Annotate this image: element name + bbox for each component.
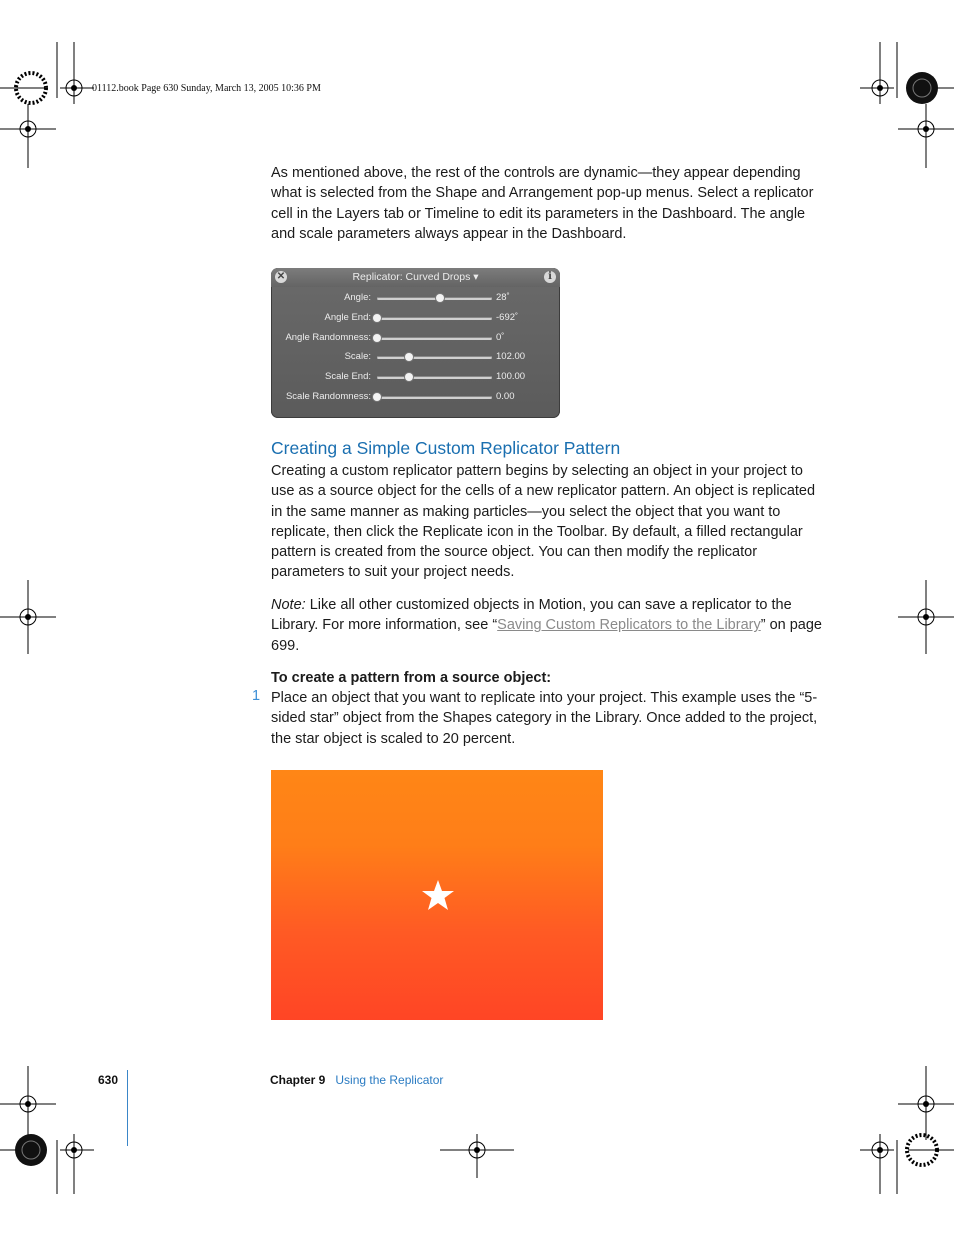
intro-paragraph [271,163,827,244]
parameter-slider[interactable] [377,376,492,379]
chapter-title: Using the Replicator [335,1073,444,1087]
procedure-heading: To create a pattern from a source object: [271,670,552,686]
close-icon[interactable]: ✕ [276,271,286,282]
parameter-label: Angle End: [324,312,371,323]
slider-thumb[interactable] [405,353,413,361]
dashboard-row [271,371,560,385]
parameter-slider[interactable] [377,317,492,320]
dashboard-row [271,292,560,306]
parameter-label: Scale Randomness: [285,391,371,402]
page-number: 630 [98,1073,119,1087]
parameter-label: Angle Randomness: [285,332,371,343]
slider-thumb[interactable] [373,393,381,401]
parameter-slider[interactable] [377,356,492,359]
print-slug: 01112.book Page 630 Sunday, March 13, 2005 10:36 PM [92,83,321,94]
section-heading: Creating a Simple Custom Replicator Pattern [271,438,621,458]
dashboard-row [271,391,560,405]
dashboard-title-bar [271,268,560,287]
star-shape [421,879,455,911]
parameter-slider[interactable] [377,297,492,300]
slider-thumb[interactable] [405,373,413,381]
parameter-value[interactable]: 0.00 [496,391,515,402]
parameter-value[interactable]: 0˚ [496,332,505,343]
canvas-preview [271,770,603,1020]
parameter-value[interactable]: -692˚ [496,312,519,323]
parameter-value[interactable]: 102.00 [496,351,526,362]
chapter-label: Chapter 9 [270,1073,326,1087]
dashboard-row [271,332,560,346]
note-label: Note: [271,597,306,613]
parameter-label: Angle: [344,292,371,303]
intro-text: As mentioned above, the rest of the controls are dynamic—they appear depending what is selected from the Shape and Arrangement pop-up menus. Select a replicator cell in the Layers tab or Timeline to edit its parameters in the Dashboard. The angle and scale parameters always appear in the Dashboard. [271,165,814,242]
slider-thumb[interactable] [373,334,381,342]
dashboard-title[interactable]: Replicator: Curved Drops ▾ [352,271,479,283]
cross-reference-link[interactable]: Saving Custom Replicators to the Library [497,617,761,634]
section-text: Creating a custom replicator pattern begins by selecting an object in your project to use as a source object for the cells of a new replicator pattern. An object is replicated in the same manner as making particles—you select the object that you want to replicate, then click the Replicate icon in the Toolbar. By default, a filled rectangular pattern is created from the source object. You can then modify the replicator parameters to suit your project needs. [271,463,816,581]
note-paragraph [271,595,827,656]
step-text [271,688,827,749]
slider-thumb[interactable] [436,294,444,302]
section-paragraph [271,461,827,583]
replicator-dashboard [271,268,560,418]
footer-rule [127,1070,128,1146]
parameter-value[interactable]: 100.00 [496,371,526,382]
info-icon[interactable]: i [544,271,556,283]
footer-chapter [270,1073,443,1087]
parameter-label: Scale: [344,351,371,362]
step-number: 1 [252,688,261,704]
parameter-slider[interactable] [377,337,492,340]
parameter-slider[interactable] [377,396,492,399]
note-text-before: Like all other customized objects in Motion, you can save a replicator to the Library. For more information, see “ [271,597,792,634]
parameter-label: Scale End: [325,371,371,382]
step-text-content: Place an object that you want to replicate into your project. This example uses the “5-sided star” object from the Shapes category in the Library. Once added to the project, the star object is scaled to 20 percent. [271,690,818,747]
parameter-value[interactable]: 28˚ [496,292,510,303]
dashboard-row [271,312,560,326]
dashboard-row [271,351,560,365]
note-text-after: ” on page 699. [271,617,822,654]
slider-thumb[interactable] [373,314,381,322]
